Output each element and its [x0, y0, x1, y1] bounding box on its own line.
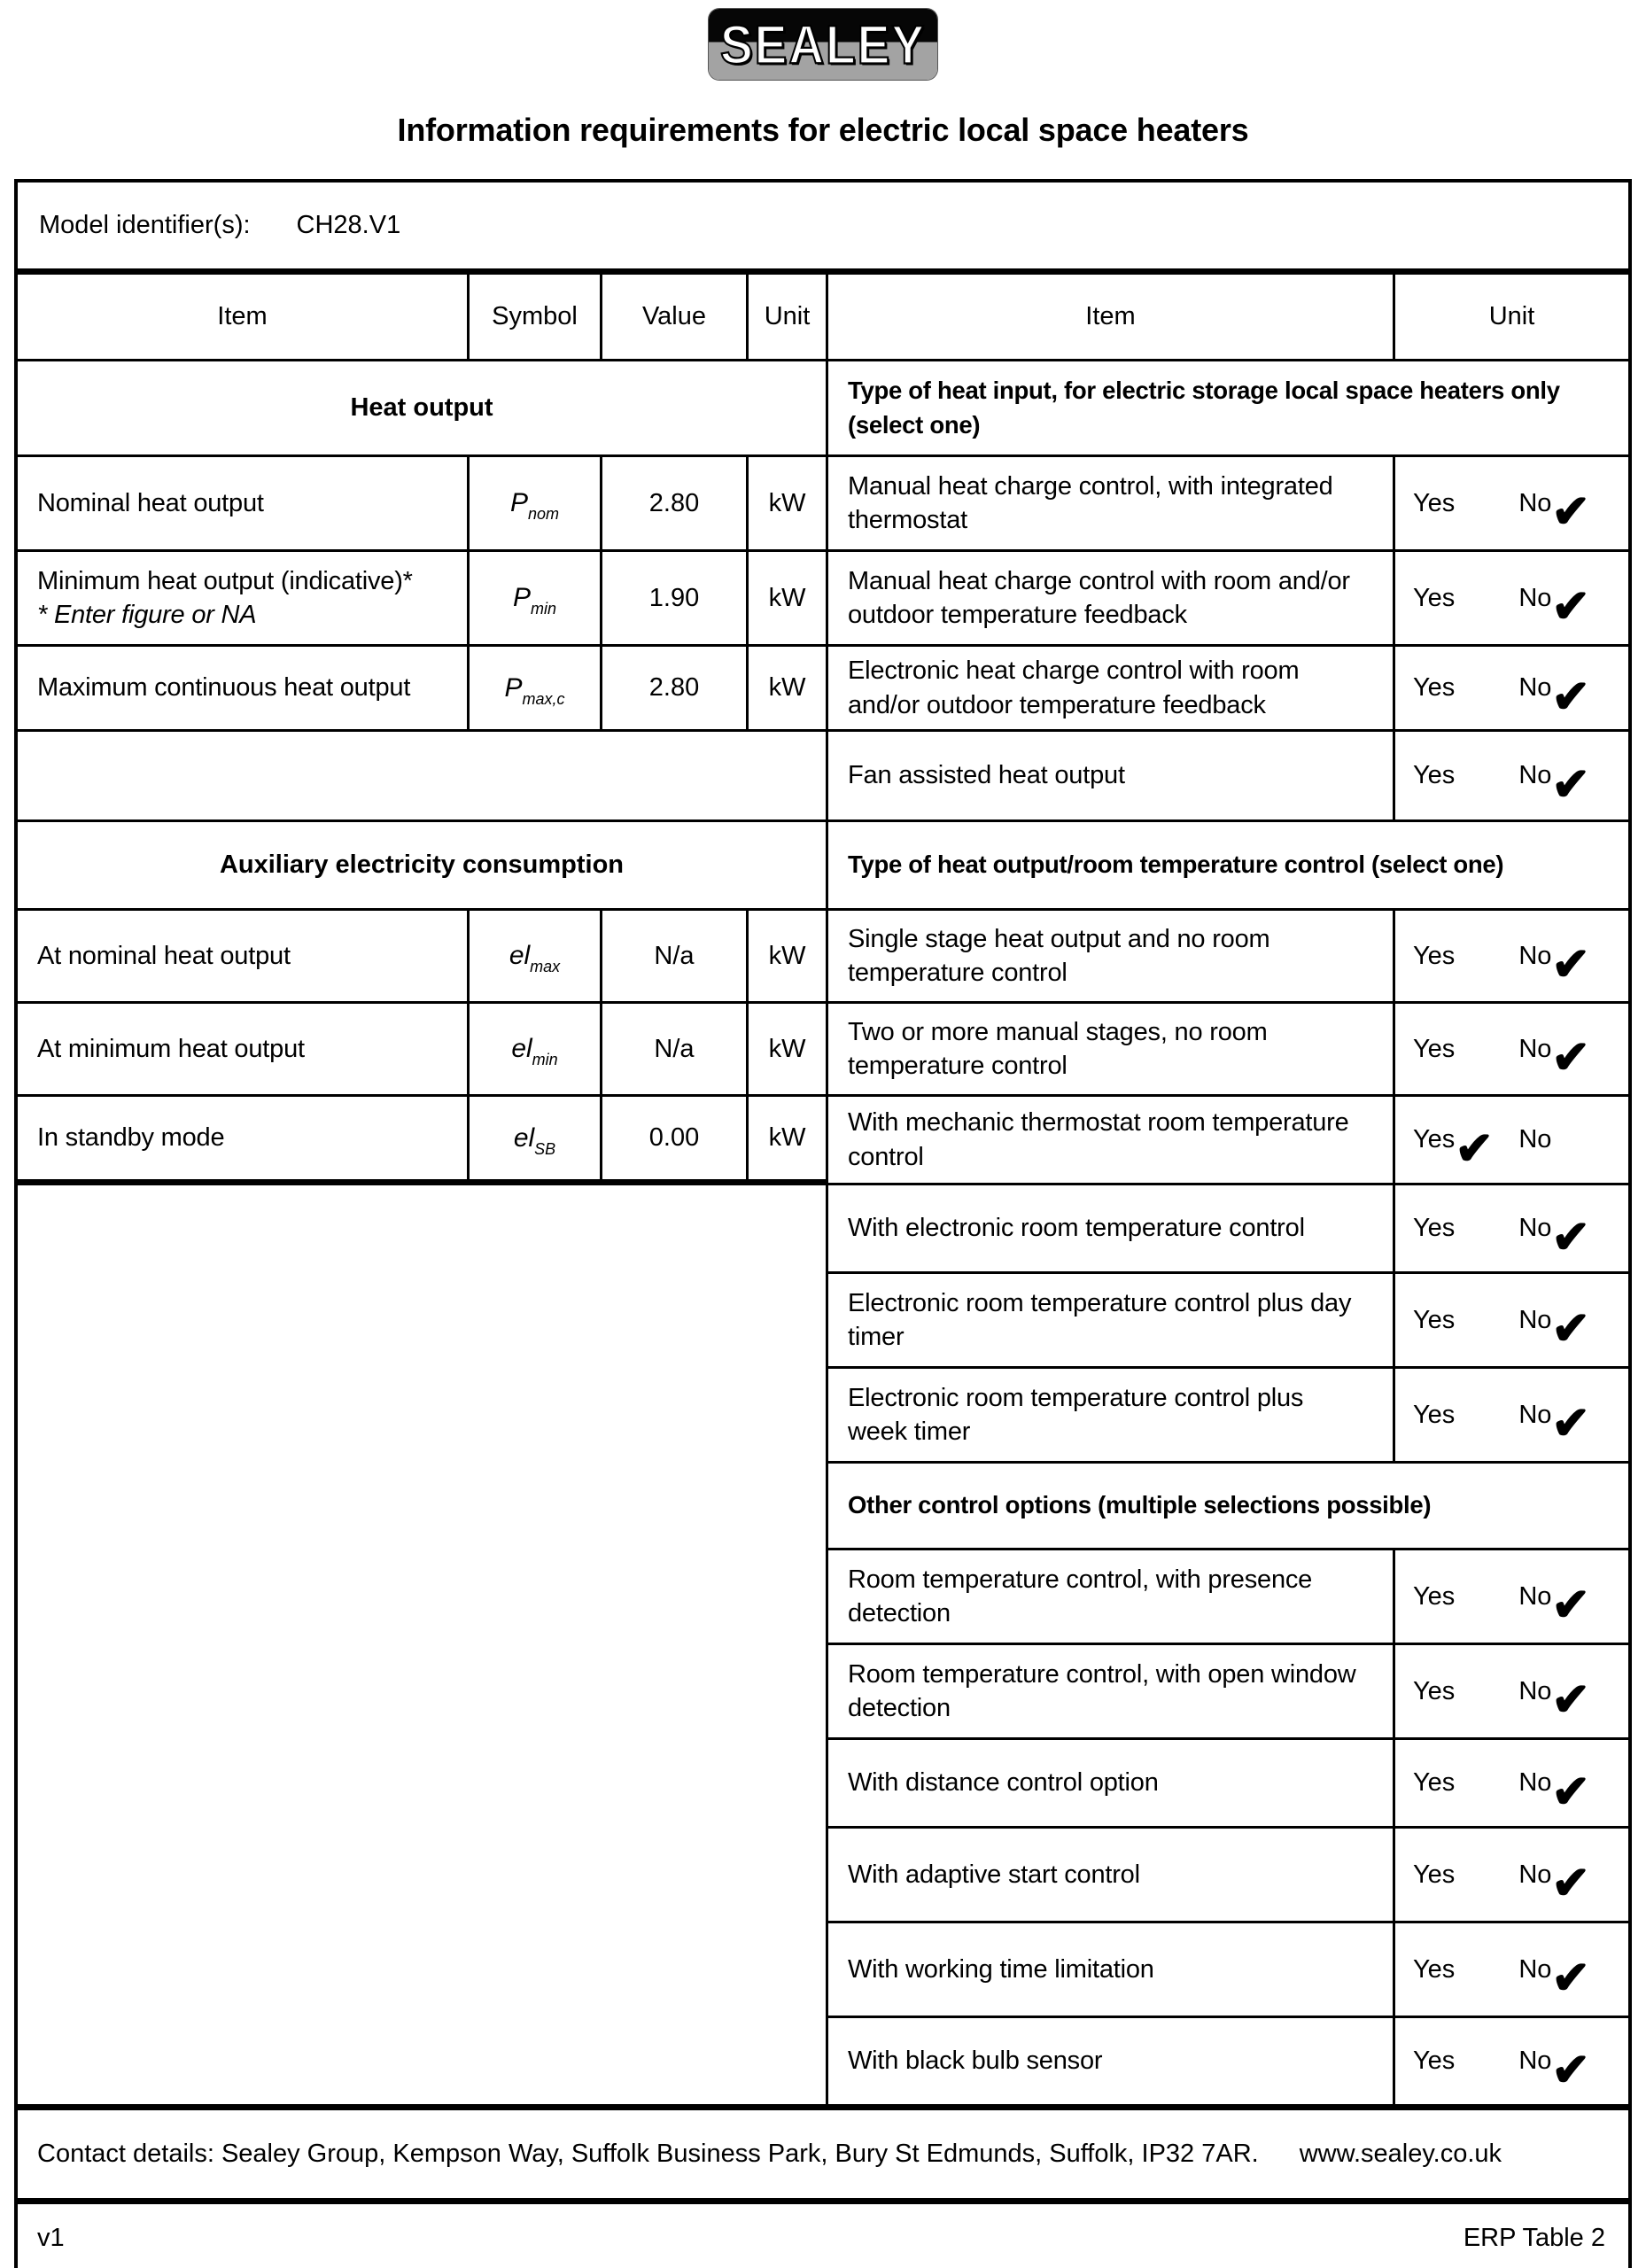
- yes-no-cell: Yes No ✔: [1395, 1274, 1628, 1369]
- row-black-bulb-sensor: With black bulb sensor: [828, 2018, 1395, 2110]
- no-label: No: [1518, 1305, 1552, 1334]
- row-single-stage-no-control: Single stage heat output and no room temperature control: [828, 911, 1395, 1004]
- item-label: Nominal heat output: [37, 488, 264, 517]
- no-label: No: [1518, 1214, 1552, 1242]
- no-label: No: [1518, 1676, 1552, 1705]
- row-two-or-more-manual-stages: Two or more manual stages, no room temperature control: [828, 1004, 1395, 1097]
- yes-label: Yes: [1413, 1034, 1456, 1063]
- unit-elsb: kW: [749, 1097, 828, 1185]
- website-text: www.sealey.co.uk: [1299, 2140, 1502, 2168]
- row-at-minimum-heat-output: [18, 1004, 470, 1097]
- contact-details-text: Contact details: Sealey Group, Kempson Way, Suffolk Business Park, Bury St Edmunds, Suffolk, IP32 7AR.: [37, 2140, 1259, 2168]
- unit-elmin: kW: [749, 1004, 828, 1097]
- yes-label: Yes: [1413, 1214, 1456, 1242]
- row-adaptive-start-control: With adaptive start control: [828, 1829, 1395, 1923]
- yes-label: Yes: [1413, 1400, 1456, 1429]
- col-header-value: Value: [602, 275, 749, 361]
- yes-label: Yes: [1413, 1768, 1456, 1797]
- item-label: At nominal heat output: [37, 941, 291, 970]
- yes-no-cell: Yes No ✔: [1395, 1645, 1628, 1740]
- yes-label: Yes: [1413, 1581, 1456, 1611]
- unit-pnom: kW: [749, 457, 828, 552]
- no-label: No: [1518, 761, 1552, 789]
- no-label: No: [1518, 673, 1552, 702]
- row-manual-charge-integrated-thermostat: Manual heat charge control, with integrated thermostat: [828, 457, 1395, 552]
- row-maximum-continuous-heat-output: [18, 647, 470, 732]
- value-pmin: 1.90: [602, 552, 749, 647]
- yes-no-cell: Yes No ✔: [1395, 911, 1628, 1004]
- yes-no-cell: Yes No ✔: [1395, 732, 1628, 822]
- col-header-item-left: Item: [18, 275, 470, 361]
- row-electronic-room-temp-control: With electronic room temperature control: [828, 1185, 1395, 1274]
- yes-no-cell: Yes No ✔: [1395, 457, 1628, 552]
- item-note: * Enter figure or NA: [37, 601, 257, 629]
- yes-no-cell: Yes No ✔: [1395, 1369, 1628, 1464]
- row-in-standby-mode: [18, 1097, 470, 1185]
- sealey-logo-text: SEALEY: [719, 13, 927, 75]
- yes-label: Yes: [1413, 1125, 1456, 1153]
- row-fan-assisted-heat-output: Fan assisted heat output: [828, 732, 1395, 822]
- table-ref-label: ERP Table 2: [1463, 2223, 1605, 2252]
- yes-no-cell: Yes No ✔: [1395, 1923, 1628, 2018]
- info-table: [14, 179, 1632, 2268]
- yes-label: Yes: [1413, 2047, 1456, 2075]
- yes-label: Yes: [1413, 583, 1456, 612]
- col-header-unit-right: Unit: [1395, 275, 1628, 361]
- col-header-symbol: Symbol: [470, 275, 602, 361]
- yes-no-cell: Yes No ✔: [1395, 1185, 1628, 1274]
- yes-no-cell: Yes ✔ No: [1395, 1097, 1628, 1185]
- value-pnom: 2.80: [602, 457, 749, 552]
- col-header-unit-left: Unit: [749, 275, 828, 361]
- row-mechanic-thermostat-control: With mechanic thermostat room temperature control: [828, 1097, 1395, 1185]
- empty-cell-left-tall: [18, 1185, 828, 2110]
- yes-label: Yes: [1413, 941, 1456, 970]
- version-footer-row: [18, 2204, 1628, 2268]
- item-label: In standby mode: [37, 1123, 225, 1153]
- symbol-elmin: $el_{min}$: [470, 1004, 602, 1097]
- no-label: No: [1518, 1954, 1552, 1984]
- section-header-auxiliary-consumption: Auxiliary electricity consumption: [18, 822, 828, 911]
- item-label: At minimum heat output: [37, 1034, 305, 1063]
- no-label: No: [1518, 1768, 1552, 1797]
- yes-no-cell: Yes No ✔: [1395, 647, 1628, 732]
- item-label: Maximum continuous heat output: [37, 673, 411, 703]
- col-header-item-right: Item: [828, 275, 1395, 361]
- yes-label: Yes: [1413, 1860, 1456, 1889]
- group-header-heat-input-type: Type of heat input, for electric storage local space heaters only (select one): [828, 361, 1628, 457]
- yes-no-cell: Yes No ✔: [1395, 552, 1628, 647]
- unit-pmaxc: kW: [749, 647, 828, 732]
- model-identifier-value: CH28.V1: [296, 211, 401, 239]
- yes-label: Yes: [1413, 761, 1456, 789]
- no-label: No: [1518, 1125, 1552, 1153]
- group-header-other-control-options: Other control options (multiple selections possible): [828, 1464, 1628, 1550]
- value-pmaxc: 2.80: [602, 647, 749, 732]
- row-distance-control-option: With distance control option: [828, 1740, 1395, 1829]
- sealey-logo: [709, 9, 937, 80]
- value-elmin: N/a: [602, 1004, 749, 1097]
- row-working-time-limitation: With working time limitation: [828, 1923, 1395, 2018]
- row-rtc-open-window-detection: Room temperature control, with open window detection: [828, 1645, 1395, 1740]
- section-header-heat-output: Heat output: [18, 361, 828, 457]
- yes-no-cell: Yes No ✔: [1395, 1550, 1628, 1645]
- row-nominal-heat-output: [18, 457, 470, 552]
- no-label: No: [1518, 583, 1552, 612]
- no-label: No: [1518, 1860, 1552, 1889]
- no-label: No: [1518, 1034, 1552, 1063]
- no-label: No: [1518, 1400, 1552, 1429]
- yes-label: Yes: [1413, 1305, 1456, 1334]
- row-electronic-rtc-week-timer: Electronic room temperature control plus week timer: [828, 1369, 1395, 1464]
- yes-no-cell: Yes No ✔: [1395, 1829, 1628, 1923]
- contact-details-row: [18, 2110, 1628, 2204]
- symbol-pmaxc: $P_{max,c}$: [470, 647, 602, 732]
- row-electronic-charge-room-outdoor: Electronic heat charge control with room and/or outdoor temperature feedback: [828, 647, 1395, 732]
- model-identifier-label: Model identifier(s):: [39, 211, 251, 239]
- value-elsb: 0.00: [602, 1097, 749, 1185]
- group-header-heat-output-control-type: Type of heat output/room temperature control (select one): [828, 822, 1628, 911]
- no-label: No: [1518, 2047, 1552, 2075]
- unit-pmin: kW: [749, 552, 828, 647]
- yes-no-cell: Yes No ✔: [1395, 2018, 1628, 2110]
- yes-no-cell: Yes No ✔: [1395, 1740, 1628, 1829]
- no-label: No: [1518, 488, 1552, 517]
- symbol-pmin: $P_{min}$: [470, 552, 602, 647]
- empty-cell-left: [18, 732, 828, 822]
- row-minimum-heat-output: [18, 552, 470, 647]
- value-elmax: N/a: [602, 911, 749, 1004]
- no-label: No: [1518, 1581, 1552, 1611]
- no-label: No: [1518, 941, 1552, 970]
- page-title: Information requirements for electric local space heaters: [397, 112, 1249, 148]
- model-identifier-row: [18, 183, 1628, 275]
- row-at-nominal-heat-output: [18, 911, 470, 1004]
- symbol-elsb: $el_{SB}$: [470, 1097, 602, 1185]
- row-rtc-presence-detection: Room temperature control, with presence detection: [828, 1550, 1395, 1645]
- version-label: v1: [37, 2223, 65, 2252]
- row-manual-charge-room-outdoor: Manual heat charge control with room and/or outdoor temperature feedback: [828, 552, 1395, 647]
- unit-elmax: kW: [749, 911, 828, 1004]
- row-electronic-rtc-day-timer: Electronic room temperature control plus day timer: [828, 1274, 1395, 1369]
- yes-label: Yes: [1413, 1954, 1456, 1984]
- yes-label: Yes: [1413, 1676, 1456, 1705]
- yes-no-cell: Yes No ✔: [1395, 1004, 1628, 1097]
- symbol-elmax: $el_{max}$: [470, 911, 602, 1004]
- symbol-pnom: $P_{nom}$: [470, 457, 602, 552]
- yes-label: Yes: [1413, 488, 1456, 517]
- item-label: Minimum heat output (indicative)*: [37, 566, 413, 595]
- yes-label: Yes: [1413, 673, 1456, 702]
